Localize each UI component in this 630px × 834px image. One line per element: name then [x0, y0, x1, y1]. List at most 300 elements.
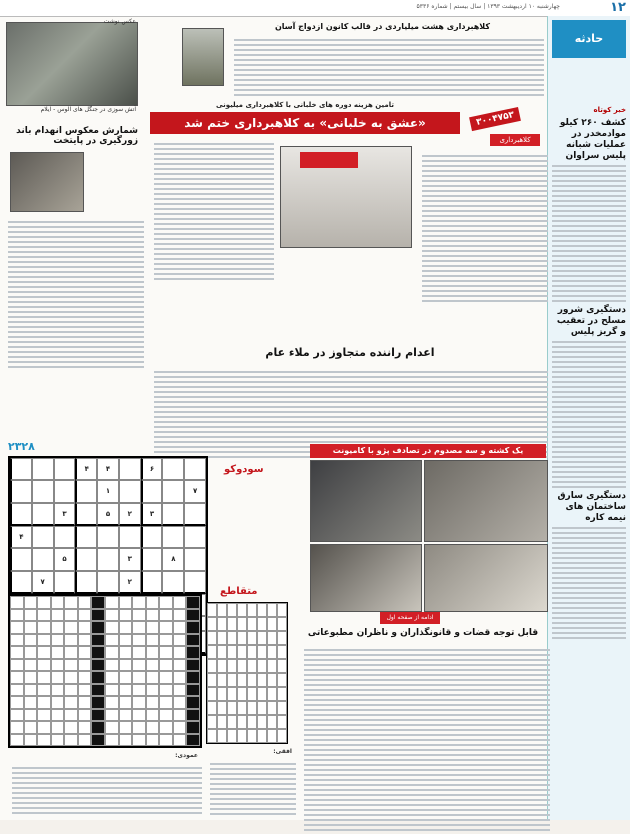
sudoku-cell: ۳: [119, 548, 141, 570]
crossword-cell: [24, 609, 38, 622]
crossword-cell: [24, 646, 38, 659]
sudoku-cell: [141, 526, 163, 548]
crossword-cell: [91, 734, 105, 747]
photo-caption: آتش سوزی در جنگل های الوس - ایلام: [40, 106, 136, 113]
crossword-cell: [257, 729, 267, 743]
sudoku-cell: ۴: [97, 458, 119, 480]
number-sticker: ۳۰۰۴۷۵۳: [469, 107, 521, 131]
crossword-cell: [24, 684, 38, 697]
crossword-cell: [10, 621, 24, 634]
crossword-cell: [207, 729, 217, 743]
crossword-cell: [159, 734, 173, 747]
crossword-cell: [51, 734, 65, 747]
crossword-cell: [119, 671, 133, 684]
sudoku-cell: ۸: [162, 548, 184, 570]
sudoku-cell: [162, 526, 184, 548]
crossword-cell: [159, 621, 173, 634]
crossword-cell: [37, 721, 51, 734]
crossword-cell: [37, 659, 51, 672]
crossword-cell: [186, 709, 200, 722]
sudoku-cell: [162, 503, 184, 526]
crossword-cell: [105, 609, 119, 622]
crossword-cell: [91, 696, 105, 709]
mirror-title: شمارش معکوس انهدام باند زورگیری در پایتخت: [16, 126, 138, 146]
crossword-cell: [132, 671, 146, 684]
face-blur-bar: [300, 152, 358, 168]
crossword-cell: [217, 659, 227, 673]
crossword-cell: [186, 596, 200, 609]
crossword-cell: [10, 609, 24, 622]
crossword-cell: [146, 721, 160, 734]
sudoku-cell: [10, 548, 32, 570]
crossword-cell: [186, 621, 200, 634]
crossword-cell: [64, 671, 78, 684]
forest-fire-photo: [6, 22, 138, 106]
crossword-cell: [10, 696, 24, 709]
crossword-cell: [146, 609, 160, 622]
crossword-cell: [105, 721, 119, 734]
crossword-cell: [10, 671, 24, 684]
mirror-body: [8, 218, 144, 371]
crossword-cell: [217, 715, 227, 729]
crossword-cell: [119, 646, 133, 659]
crossword-cell: [186, 609, 200, 622]
crossword-cell: [237, 645, 247, 659]
crossword-cell: [119, 596, 133, 609]
crossword-cell: [37, 646, 51, 659]
sudoku-cell: [75, 526, 97, 548]
rail-story-1-title: کشف ۲۶۰ کیلو موادمخدر در عملیات شبانه پلیس سراوان: [559, 118, 626, 161]
crossword-cell: [51, 696, 65, 709]
crossword-cell: [64, 621, 78, 634]
crossword-cell: [24, 721, 38, 734]
crossword-cell: [10, 684, 24, 697]
sudoku-cell: ۶: [141, 458, 163, 480]
crossword-cell: [159, 684, 173, 697]
crossword-cell: [186, 646, 200, 659]
crossword-cell: [267, 603, 277, 617]
crossword-cell: [207, 603, 217, 617]
crossword-cell: [257, 715, 267, 729]
crossword-cell: [10, 659, 24, 672]
crossword-cell: [64, 684, 78, 697]
crossword-cell: [10, 646, 24, 659]
crossword-cell: [105, 621, 119, 634]
crossword-cell: [119, 709, 133, 722]
crossword-cell: [207, 673, 217, 687]
crossword-cell: [24, 596, 38, 609]
sudoku-cell: ۷: [32, 571, 54, 594]
sudoku-cell: [162, 571, 184, 594]
crossword-cell: [267, 631, 277, 645]
crossword-cell: [10, 596, 24, 609]
crossword-cell: [78, 721, 92, 734]
crossword-cell: [78, 684, 92, 697]
accident-photo-2: [424, 460, 548, 542]
crossword-cell: [186, 721, 200, 734]
sudoku-cell: [54, 526, 76, 548]
crossword-cell: [237, 631, 247, 645]
crossword-cell: [37, 609, 51, 622]
crossword-cell: [173, 696, 187, 709]
crossword-cell: [24, 709, 38, 722]
crossword-cell: [119, 634, 133, 647]
sudoku-title: سودوکو: [224, 464, 264, 475]
sudoku-cell: ۵: [97, 503, 119, 526]
crossword-cell: [146, 696, 160, 709]
crossword-cell: [257, 617, 267, 631]
crossword-cell: [24, 696, 38, 709]
sudoku-cell: [184, 571, 206, 594]
crossword-cell: [277, 659, 287, 673]
sudoku-cell: [75, 503, 97, 526]
sidebar-body: [234, 36, 544, 99]
crossword-cell: [207, 715, 217, 729]
crossword-cell: [207, 701, 217, 715]
crossword-cell: [64, 721, 78, 734]
crossword-cell: [173, 709, 187, 722]
crossword-cell: [37, 734, 51, 747]
crossword-cell: [237, 715, 247, 729]
crossword-cell: [257, 687, 267, 701]
crossword-cell: [119, 734, 133, 747]
crossword-cell: [257, 673, 267, 687]
crossword-cell: [78, 609, 92, 622]
crossword-cell: [51, 721, 65, 734]
crossword-cell: [51, 709, 65, 722]
down-clues: [210, 760, 296, 818]
sudoku-cell: [97, 548, 119, 570]
crossword-cell: [227, 645, 237, 659]
crossword-cell: [146, 596, 160, 609]
crossword-cell: [247, 715, 257, 729]
crossword-cell: [173, 659, 187, 672]
sudoku-cell: [10, 458, 32, 480]
crossword-cell: [159, 696, 173, 709]
crossword-cell: [217, 729, 227, 743]
crossword-cell: [105, 671, 119, 684]
crossword-cell: [91, 709, 105, 722]
crossword-cell: [247, 729, 257, 743]
crossword-cell: [105, 684, 119, 697]
crossword-cell: [91, 659, 105, 672]
crossword-cell: [78, 634, 92, 647]
sudoku-cell: [184, 526, 206, 548]
across-clues: [12, 764, 202, 817]
lower-kicker: ادامه از صفحه اول: [380, 612, 440, 624]
crossword-cell: [237, 659, 247, 673]
article-body-right: [422, 152, 548, 305]
sudoku-cell: [162, 458, 184, 480]
crossword-cell: [51, 659, 65, 672]
sudoku-cell: [10, 480, 32, 502]
sudoku-cell: [141, 480, 163, 502]
crossword-cell: [257, 603, 267, 617]
crossword-cell: [132, 696, 146, 709]
crossword-cell: [132, 621, 146, 634]
sudoku-cell: ۴: [75, 458, 97, 480]
crossword-cell: [24, 621, 38, 634]
crossword-cell: [186, 634, 200, 647]
crossword-cell: [217, 617, 227, 631]
sudoku-cell: [10, 503, 32, 526]
mid-title: اعدام راننده متجاوز در ملاء عام: [265, 346, 435, 359]
main-area: [0, 16, 548, 820]
crossword-cell: [132, 659, 146, 672]
crossword-cell: [132, 734, 146, 747]
sudoku-cell: [54, 571, 76, 594]
lower-title: قابل توجه قضات و قانونگذاران و ناظران مطبوعاتی: [307, 628, 539, 638]
rail-story-3-body: [552, 527, 626, 639]
crossword-cell: [173, 734, 187, 747]
crossword-cell: [159, 609, 173, 622]
crossword-cell: [10, 721, 24, 734]
crossword-cell: [217, 645, 227, 659]
sudoku-cell: [54, 480, 76, 502]
crossword-cell: [91, 634, 105, 647]
crossword-cell: [91, 621, 105, 634]
crossword-cell: [159, 671, 173, 684]
arrest-photo: [10, 152, 84, 212]
crossword-cell: [173, 596, 187, 609]
crossword-cell: [105, 696, 119, 709]
crossword-cell: [267, 673, 277, 687]
crossword-cell: [159, 646, 173, 659]
crossword-cell: [247, 645, 257, 659]
crossword-cell: [64, 659, 78, 672]
rail-story-3-title: دستگیری سارق ساختمان های نیمه کاره: [557, 491, 626, 523]
crossword-cell: [146, 684, 160, 697]
crossword-cell: [146, 709, 160, 722]
crossword-cell: [267, 617, 277, 631]
crossword-cell: [257, 701, 267, 715]
crossword-cell: [277, 687, 287, 701]
page-header: [0, 0, 630, 17]
issue-info: چهارشنبه ۱۰ اردیبهشت ۱۳۹۳ | سال بیستم | شماره ۵۳۳۶: [416, 3, 560, 10]
crossword-cell: [173, 721, 187, 734]
crossword-cell: [173, 621, 187, 634]
crossword-cell: [37, 671, 51, 684]
crossword-cell: [247, 603, 257, 617]
sudoku-cell: [10, 571, 32, 594]
crossword-cell: [24, 659, 38, 672]
crossword-cell: [159, 659, 173, 672]
crossword-grid: [8, 594, 202, 748]
crossword-cell: [217, 631, 227, 645]
crossword-cell: [217, 701, 227, 715]
crossword-cell: [186, 696, 200, 709]
crossword-cell: [37, 684, 51, 697]
crossword-grid-2: [206, 602, 288, 744]
crossword-cell: [277, 617, 287, 631]
crossword-cell: [64, 696, 78, 709]
rail-story-1-body: [552, 165, 626, 302]
sudoku-cell: [32, 503, 54, 526]
lower-body: [304, 646, 550, 834]
crossword-cell: [237, 617, 247, 631]
crossword-cell: [24, 671, 38, 684]
sudoku-cell: [184, 458, 206, 480]
crossword-cell: [277, 631, 287, 645]
crossword-cell: [237, 729, 247, 743]
crossword-cell: [217, 687, 227, 701]
crossword-cell: [227, 617, 237, 631]
crossword-cell: [119, 696, 133, 709]
crossword-cell: [227, 715, 237, 729]
crossword-cell: [105, 734, 119, 747]
crossword-cell: [186, 671, 200, 684]
crossword-cell: [159, 709, 173, 722]
sudoku-cell: [184, 503, 206, 526]
right-rail: [547, 16, 630, 820]
crossword-cell: [119, 684, 133, 697]
crossword-cell: [159, 596, 173, 609]
crossword-cell: [78, 646, 92, 659]
sudoku-cell: [32, 548, 54, 570]
crossword-cell: [267, 729, 277, 743]
crossword-cell: [10, 709, 24, 722]
sudoku-cell: [54, 458, 76, 480]
crossword-cell: [277, 673, 287, 687]
crossword-cell: [146, 634, 160, 647]
sudoku-cell: [119, 526, 141, 548]
crossword-cell: [91, 646, 105, 659]
crossword-cell: [119, 621, 133, 634]
sudoku-cell: ۳: [141, 503, 163, 526]
sudoku-cell: [97, 526, 119, 548]
accident-title: یک کشته و سه مصدوم در تصادف پژو با کامیونت: [310, 444, 546, 458]
crossword-cell: [257, 631, 267, 645]
rail-story-2-title: دستگیری شرور مسلح در تعقیب و گریز پلیس: [556, 305, 626, 337]
sudoku-cell: [32, 480, 54, 502]
sudoku-cell: [75, 480, 97, 502]
crossword-cell: [10, 634, 24, 647]
across-label: عمودی:: [175, 752, 198, 759]
crossword-cell: [64, 646, 78, 659]
crossword-cell: [207, 645, 217, 659]
crossword-cell: [277, 645, 287, 659]
accident-photo-4: [424, 544, 548, 612]
crossword-cell: [78, 659, 92, 672]
crossword-cell: [51, 609, 65, 622]
crossword-cell: [247, 617, 257, 631]
crossword-cell: [217, 673, 227, 687]
crossword-cell: [91, 721, 105, 734]
crossword-cell: [217, 603, 227, 617]
crossword-cell: [132, 646, 146, 659]
photo-section-label: عکس نوشت: [103, 18, 136, 25]
sudoku-cell: ۲: [119, 571, 141, 594]
issue-number: ۲۳۲۸: [8, 440, 35, 453]
crossword-cell: [37, 709, 51, 722]
fraud-label: کلاهبرداری: [490, 134, 540, 146]
crossword-cell: [237, 603, 247, 617]
sudoku-cell: [119, 480, 141, 502]
crossword-cell: [237, 701, 247, 715]
crossword-cell: [78, 709, 92, 722]
crossword-cell: [267, 645, 277, 659]
crossword-cell: [186, 684, 200, 697]
crossword-cell: [267, 701, 277, 715]
crossword-cell: [105, 709, 119, 722]
crossword-cell: [132, 596, 146, 609]
sudoku-cell: ۵: [54, 548, 76, 570]
crossword-cell: [64, 734, 78, 747]
sudoku-cell: [119, 458, 141, 480]
crossword-cell: [173, 609, 187, 622]
crossword-cell: [186, 734, 200, 747]
down-label: افقی:: [273, 748, 292, 755]
crossword-cell: [247, 687, 257, 701]
crossword-cell: [207, 659, 217, 673]
crossword-cell: [207, 631, 217, 645]
crossword-cell: [51, 646, 65, 659]
crossword-cell: [91, 684, 105, 697]
crossword-cell: [159, 721, 173, 734]
sudoku-cell: [141, 548, 163, 570]
crossword-cell: [247, 673, 257, 687]
sudoku-cell: ۷: [184, 480, 206, 502]
crossword-cell: [237, 673, 247, 687]
crossword-cell: [237, 687, 247, 701]
sudoku-cell: [75, 571, 97, 594]
sudoku-cell: ۳: [54, 503, 76, 526]
crossword-cell: [24, 734, 38, 747]
crossword-cell: [132, 634, 146, 647]
crossword-cell: [91, 596, 105, 609]
sudoku-cell: [184, 548, 206, 570]
section-tag: حادثه: [552, 20, 626, 58]
crossword-cell: [227, 631, 237, 645]
crossword-cell: [64, 634, 78, 647]
crossword-cell: [37, 634, 51, 647]
accident-photo-3: [310, 544, 422, 612]
crossword-cell: [37, 621, 51, 634]
crossword-cell: [267, 715, 277, 729]
crossword-cell: [227, 673, 237, 687]
crossword-cell: [146, 646, 160, 659]
crossword-cell: [37, 696, 51, 709]
crossword-cell: [257, 645, 267, 659]
crossword-cell: [227, 729, 237, 743]
crossword-cell: [119, 659, 133, 672]
crossword-cell: [64, 609, 78, 622]
crossword-cell: [267, 687, 277, 701]
crossword-cell: [105, 596, 119, 609]
crossword-cell: [78, 734, 92, 747]
crossword-cell: [119, 721, 133, 734]
crossword-cell: [227, 687, 237, 701]
crossword-cell: [10, 734, 24, 747]
sudoku-cell: ۴: [10, 526, 32, 548]
crossword-cell: [64, 709, 78, 722]
crossword-cell: [173, 646, 187, 659]
crossword-cell: [91, 609, 105, 622]
crossword-cell: [51, 671, 65, 684]
crossword-cell: [51, 634, 65, 647]
accident-photo-1: [310, 460, 422, 542]
crossword-cell: [105, 646, 119, 659]
crossword-cell: [277, 729, 287, 743]
crossword-cell: [132, 684, 146, 697]
crossword-cell: [207, 687, 217, 701]
crossword-cell: [159, 634, 173, 647]
crossword-cell: [173, 634, 187, 647]
crossword-cell: [105, 659, 119, 672]
crossword-cell: [132, 721, 146, 734]
news-label: خبر کوتاه: [593, 106, 626, 114]
crossword-title: متقاطع: [220, 586, 258, 597]
